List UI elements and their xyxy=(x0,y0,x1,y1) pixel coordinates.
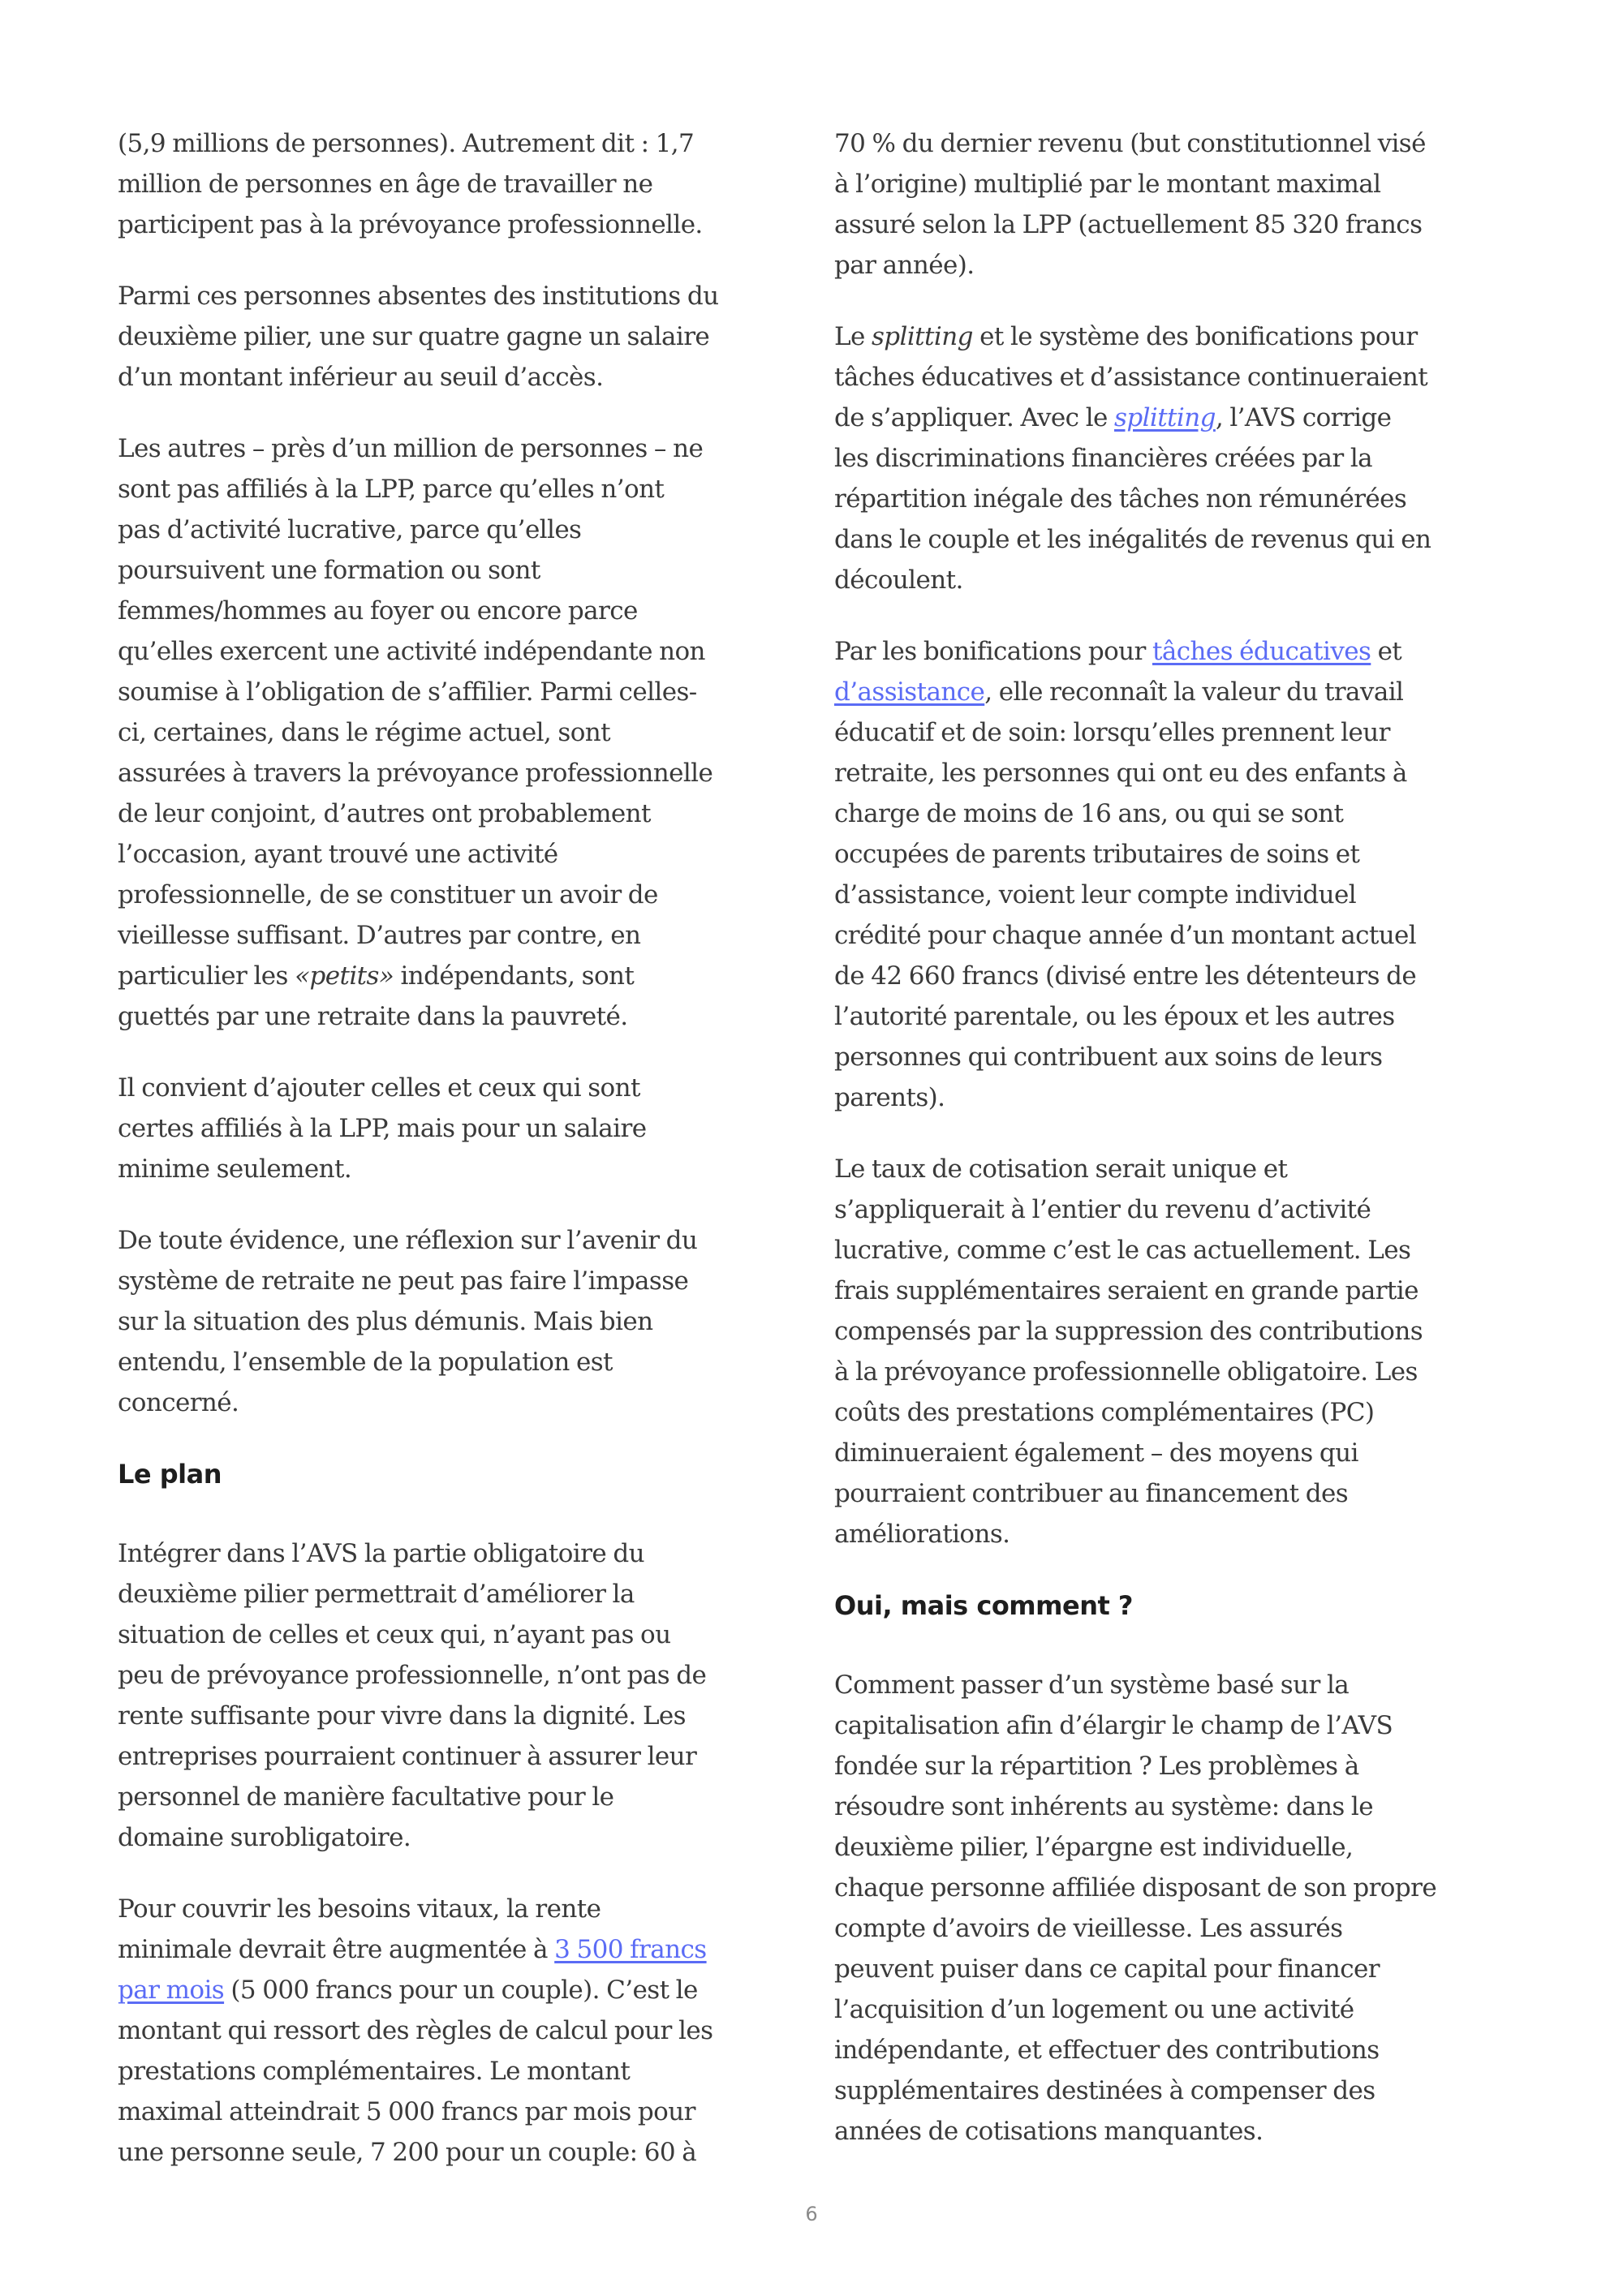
text-fragment: indépendants, sont xyxy=(394,961,635,991)
text-line: montant qui ressort des règles de calcul pour les xyxy=(118,2016,713,2045)
text-line: personnel de manière facultative pour le xyxy=(118,1782,614,1812)
text-fragment: particulier les xyxy=(118,961,295,991)
text-fragment: , elle reconnaît la valeur du travail xyxy=(984,677,1404,707)
text-line: deuxième pilier, l’épargne est individuelle, xyxy=(834,1833,1354,1862)
text-line: entendu, l’ensemble de la population est xyxy=(118,1348,613,1377)
text-line: système de retraite ne peut pas faire l’impasse xyxy=(118,1266,689,1296)
text-line: sont pas affiliés à la LPP, parce qu’elles n’ont xyxy=(118,475,665,504)
text-line: Le taux de cotisation serait unique et xyxy=(834,1154,1288,1184)
text-line: entreprises pourraient continuer à assurer leur xyxy=(118,1742,697,1771)
text-line: tâches éducatives et d’assistance continueraient xyxy=(834,363,1428,392)
text-line: 70 % du dernier revenu (but constitutionnel visé xyxy=(834,129,1426,158)
link-splitting[interactable] xyxy=(1114,403,1216,432)
text-line: De toute évidence, une réflexion sur l’avenir du xyxy=(118,1226,698,1255)
text-line: découlent. xyxy=(834,565,963,595)
text-line: capitalisation afin d’élargir le champ de l’AVS xyxy=(834,1711,1393,1740)
text-line: Parmi ces personnes absentes des institutions du xyxy=(118,282,719,311)
text-line: charge de moins de 16 ans, ou qui se sont xyxy=(834,799,1344,828)
text-line: personnes qui contribuent aux soins de leurs xyxy=(834,1043,1383,1072)
text-line: parents). xyxy=(834,1083,945,1112)
text-line: assurées à travers la prévoyance professionnelle xyxy=(118,759,713,788)
text-line: retraite, les personnes qui ont eu des enfants à xyxy=(834,759,1407,788)
text-line: éducatif et de soin: lorsqu’elles prennent leur xyxy=(834,718,1390,747)
text-line: Les autres – près d’un million de personnes – ne xyxy=(118,434,704,463)
text-line: chaque personne affiliée disposant de son propre xyxy=(834,1873,1437,1903)
text-line: l’occasion, ayant trouvé une activité xyxy=(118,840,558,869)
text-fragment: et le système des bonifications pour xyxy=(972,322,1418,351)
text-fragment: (5 000 francs pour un couple). C’est le xyxy=(224,1976,698,2005)
text-line: dans le couple et les inégalités de revenus qui en xyxy=(834,525,1431,554)
link-3500-francs-par-mois-cont[interactable]: par mois xyxy=(118,1976,225,2005)
text-line: professionnelle, de se constituer un avoir de xyxy=(118,880,658,909)
right-column xyxy=(834,123,1532,2182)
text-line: résoudre sont inhérents au système: dans le xyxy=(834,1792,1373,1821)
text-line xyxy=(834,631,1532,672)
text-line: supplémentaires destinées à compenser des xyxy=(834,2076,1375,2105)
text-line: indépendante, et effectuer des contributions xyxy=(834,2036,1380,2065)
text-fragment: Le xyxy=(834,322,872,351)
text-line: ci, certaines, dans le régime actuel, sont xyxy=(118,718,611,747)
text-line: sur la situation des plus démunis. Mais bien xyxy=(118,1307,653,1336)
text-line: peuvent puiser dans ce capital pour financer xyxy=(834,1954,1380,1984)
text-line: à la prévoyance professionnelle obligatoire. Les xyxy=(834,1357,1418,1387)
text-line: assuré selon la LPP (actuellement 85 320 francs xyxy=(834,210,1423,239)
text-line: certes affiliés à la LPP, mais pour un salaire xyxy=(118,1114,647,1143)
paragraph-70-percent xyxy=(834,123,1532,286)
emphasis-petits: «petits» xyxy=(295,961,394,991)
section-heading-le-plan: Le plan xyxy=(118,1459,222,1490)
text-line: de leur conjoint, d’autres ont probablement xyxy=(118,799,651,828)
text-line: s’appliquerait à l’entier du revenu d’activité xyxy=(834,1195,1371,1224)
text-line: pas d’activité lucrative, parce qu’elles xyxy=(118,515,582,544)
text-line: compensés par la suppression des contributions xyxy=(834,1317,1423,1346)
text-line: les discriminations financières créées par la xyxy=(834,444,1373,473)
text-line: poursuivent une formation ou sont xyxy=(118,556,540,585)
text-line: lucrative, comme c’est le cas actuellement. Les xyxy=(834,1236,1411,1265)
text-line: par année). xyxy=(834,251,975,280)
paragraph-reflection xyxy=(118,1220,816,1423)
text-line: occupées de parents tributaires de soins et xyxy=(834,840,1360,869)
paragraph-population-stats xyxy=(118,123,816,245)
text-line xyxy=(118,1929,816,1970)
text-line: l’autorité parentale, ou les époux et les autres xyxy=(834,1002,1395,1031)
text-line: maximal atteindrait 5 000 francs par mois pour xyxy=(118,2097,695,2126)
text-line: à l’origine) multiplié par le montant maximal xyxy=(834,170,1381,199)
text-line xyxy=(834,398,1532,438)
text-line: situation de celles et ceux qui, n’ayant pas ou xyxy=(118,1620,671,1649)
text-line: fondée sur la répartition ? Les problèmes à xyxy=(834,1752,1359,1781)
section-heading-oui-mais-comment: Oui, mais comment ? xyxy=(834,1590,1133,1621)
text-line: concerné. xyxy=(118,1388,239,1417)
text-line xyxy=(118,956,816,996)
text-line: guettés par une retraite dans la pauvreté. xyxy=(118,1002,628,1031)
text-line: années de cotisations manquantes. xyxy=(834,2117,1264,2146)
link-3500-francs-par-mois[interactable]: 3 500 francs xyxy=(554,1935,707,1964)
text-line: peu de prévoyance professionnelle, n’ont pas de xyxy=(118,1661,707,1690)
text-line: d’un montant inférieur au seuil d’accès. xyxy=(118,363,604,392)
link-taches-educatives[interactable]: tâches éducatives xyxy=(1152,637,1371,666)
text-line: d’assistance, voient leur compte individuel xyxy=(834,880,1357,909)
text-line: une personne seule, 7 200 pour un couple: 60 à xyxy=(118,2138,697,2167)
link-assistance[interactable]: d’assistance xyxy=(834,677,985,707)
text-line: million de personnes en âge de travailler ne xyxy=(118,170,653,199)
text-fragment: Par les bonifications pour xyxy=(834,637,1152,666)
paragraph-others-not-affiliated xyxy=(118,428,816,1037)
text-line: Intégrer dans l’AVS la partie obligatoire du xyxy=(118,1539,644,1568)
text-line: femmes/hommes au foyer ou encore parce xyxy=(118,596,638,626)
text-line: minime seulement. xyxy=(118,1154,352,1184)
text-line: deuxième pilier, une sur quatre gagne un salaire xyxy=(118,322,710,351)
text-line: deuxième pilier permettrait d’améliorer la xyxy=(118,1580,635,1609)
text-line: compte d’avoirs de vieillesse. Les assurés xyxy=(834,1914,1343,1943)
page-number: 6 xyxy=(805,2203,818,2225)
text-line: frais supplémentaires seraient en grande partie xyxy=(834,1276,1419,1305)
paragraph-vital-needs xyxy=(118,1889,816,2173)
paragraph-bonifications xyxy=(834,631,1532,1118)
text-line: coûts des prestations complémentaires (PC) xyxy=(834,1398,1375,1427)
text-line: (5,9 millions de personnes). Autrement dit : 1,7 xyxy=(118,129,695,158)
paragraph-contribution-rate xyxy=(834,1149,1532,1554)
text-line: vieillesse suffisant. D’autres par contre, en xyxy=(118,921,641,950)
paragraph-minimal-salary xyxy=(118,1068,816,1189)
text-line: diminueraient également – des moyens qui xyxy=(834,1438,1358,1468)
text-line: prestations complémentaires. Le montant xyxy=(118,2057,631,2086)
text-line: Pour couvrir les besoins vitaux, la rente xyxy=(118,1894,601,1924)
link-splitting-text: splitting xyxy=(1114,403,1216,432)
text-line: Il convient d’ajouter celles et ceux qui sont xyxy=(118,1073,640,1103)
text-line: pourraient contribuer au financement des xyxy=(834,1479,1349,1508)
emphasis-splitting: splitting xyxy=(872,322,973,351)
paragraph-integrate-avs xyxy=(118,1533,816,1858)
paragraph-absent-persons xyxy=(118,276,816,398)
text-line xyxy=(834,672,1532,712)
paragraph-splitting xyxy=(834,316,1532,600)
text-line: participent pas à la prévoyance professionnelle. xyxy=(118,210,703,239)
paragraph-how-to-transition xyxy=(834,1665,1532,2152)
text-fragment: de s’appliquer. Avec le xyxy=(834,403,1115,432)
text-line: répartition inégale des tâches non rémunérées xyxy=(834,484,1407,514)
text-fragment: , l’AVS corrige xyxy=(1215,403,1392,432)
left-column xyxy=(118,123,816,2204)
text-line: améliorations. xyxy=(834,1520,1010,1549)
text-line: l’acquisition d’un logement ou une activité xyxy=(834,1995,1354,2024)
text-line: de 42 660 francs (divisé entre les détenteurs de xyxy=(834,961,1417,991)
text-line xyxy=(118,1970,816,2010)
text-line xyxy=(834,316,1532,357)
text-line: soumise à l’obligation de s’affilier. Parmi celles- xyxy=(118,677,697,707)
text-fragment: et xyxy=(1371,637,1402,666)
text-line: qu’elles exercent une activité indépendante non xyxy=(118,637,705,666)
text-fragment: minimale devrait être augmentée à xyxy=(118,1935,555,1964)
text-line: domaine surobligatoire. xyxy=(118,1823,411,1852)
text-line: crédité pour chaque année d’un montant actuel xyxy=(834,921,1417,950)
text-line: rente suffisante pour vivre dans la dignité. Les xyxy=(118,1701,686,1731)
text-line: Comment passer d’un système basé sur la xyxy=(834,1670,1350,1700)
